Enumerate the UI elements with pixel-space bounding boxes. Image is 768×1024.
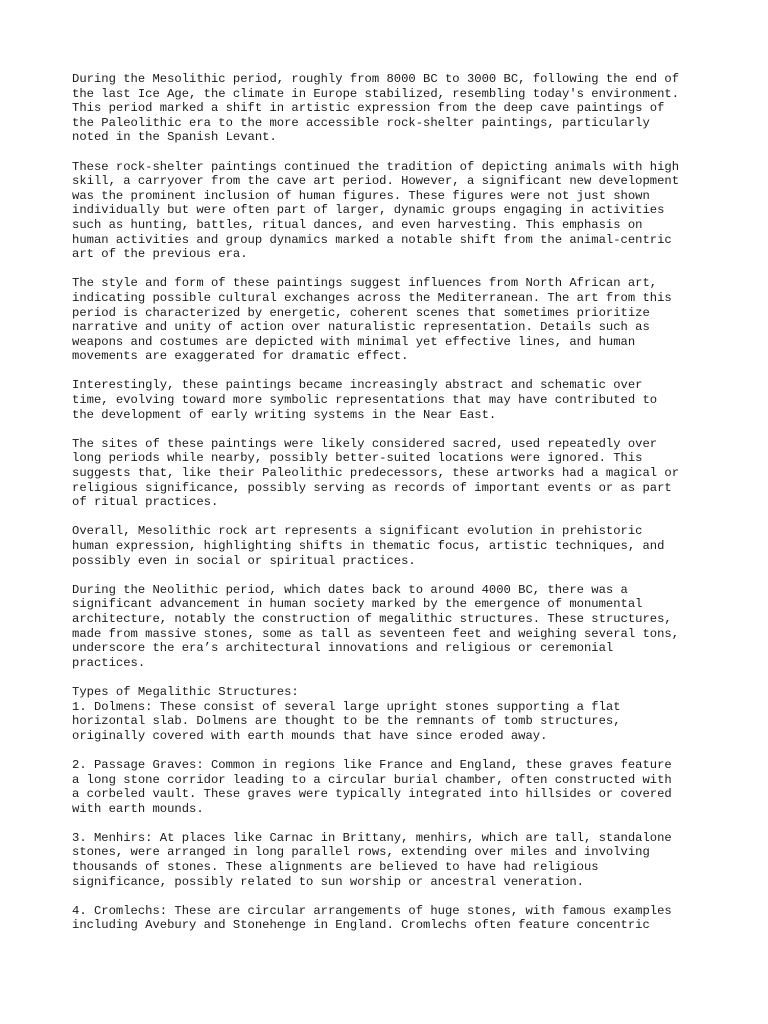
document-page: [72, 72, 712, 948]
paragraph-rock-shelter: These rock-shelter paintings continued the tradition of depicting animals with high skill, a carryover from the cave art period. However, a significant new development was the prominent inclusion of human figures. These figures were not just shown individually but were often part of larger, dynamic groups engaging in activities such as hunting, battles, ritual dances, and even harvesting. This emphasis on human activities and group dynamics marked a notable shift from the animal-centric art of the previous era.: [72, 159, 680, 262]
paragraph-style-form: The style and form of these paintings suggest influences from North African art, indicating possible cultural exchanges across the Mediterranean. The art from this period is characterized by energetic, coherent scenes that sometimes prioritize narrative and unity of action over naturalistic representation. Details such as weapons and costumes are depicted with minimal yet effective lines, and human movements are exaggerated for dramatic effect.: [72, 276, 672, 364]
paragraph-sacred-sites: The sites of these paintings were likely considered sacred, used repeatedly over long periods while nearby, possibly better-suited locations were ignored. This suggests that, like their Paleolithic predecessors, these artworks had a magical or religious significance, possibly serving as records of important events or as part of ritual practices.: [72, 436, 680, 510]
paragraph-mesolithic-intro: During the Mesolithic period, roughly from 8000 BC to 3000 BC, following the end of the last Ice Age, the climate in Europe stabilized, resembling today's environment. This period marked a shift in artistic expression from the deep cave paintings of the Paleolithic era to the more accessible rock-shelter paintings, particularly noted in the Spanish Levant.: [72, 72, 680, 145]
paragraph-neolithic: During the Neolithic period, which dates back to around 4000 BC, there was a significant advancement in human society marked by the emergence of monumental architecture, notably the construction of megalithic structures. These structures, made from massive stones, some as tall as seventeen feet and weighing several tons, underscore the era’s architectural innovations and religious or ceremonial practices.: [72, 582, 680, 670]
list-item-passage-graves: 2. Passage Graves: Common in regions like France and England, these graves feature a long stone corridor leading to a circular burial chamber, often constructed with a corbeled vault. These graves were typically integrated into hillsides or covered with earth mounds.: [72, 757, 672, 816]
list-item-cromlechs: 4. Cromlechs: These are circular arrangements of huge stones, with famous examples including Avebury and Stonehenge in England. Cromlechs often feature concentric: [72, 903, 672, 933]
paragraph-abstraction: Interestingly, these paintings became increasingly abstract and schematic over time, evolving toward more symbolic representations that may have contributed to the development of early writing systems in the Near East.: [72, 378, 658, 422]
list-item-menhirs: 3. Menhirs: At places like Carnac in Brittany, menhirs, which are tall, standalone stones, were arranged in long parallel rows, extending over miles and involving thousands of stones. These alignments are believed to have had religious significance, possibly related to sun worship or ancestral veneration.: [72, 830, 672, 889]
paragraph-overall: Overall, Mesolithic rock art represents a significant evolution in prehistoric human expression, highlighting shifts in thematic focus, artistic techniques, and possibly even in social or spiritual practices.: [72, 524, 665, 568]
list-heading: Types of Megalithic Structures:: [72, 684, 299, 699]
list-item-dolmens: 1. Dolmens: These consist of several large upright stones supporting a flat horizontal slab. Dolmens are thought to be the remnants of tomb structures, originally covered with earth mounds that have since eroded away.: [72, 699, 621, 743]
